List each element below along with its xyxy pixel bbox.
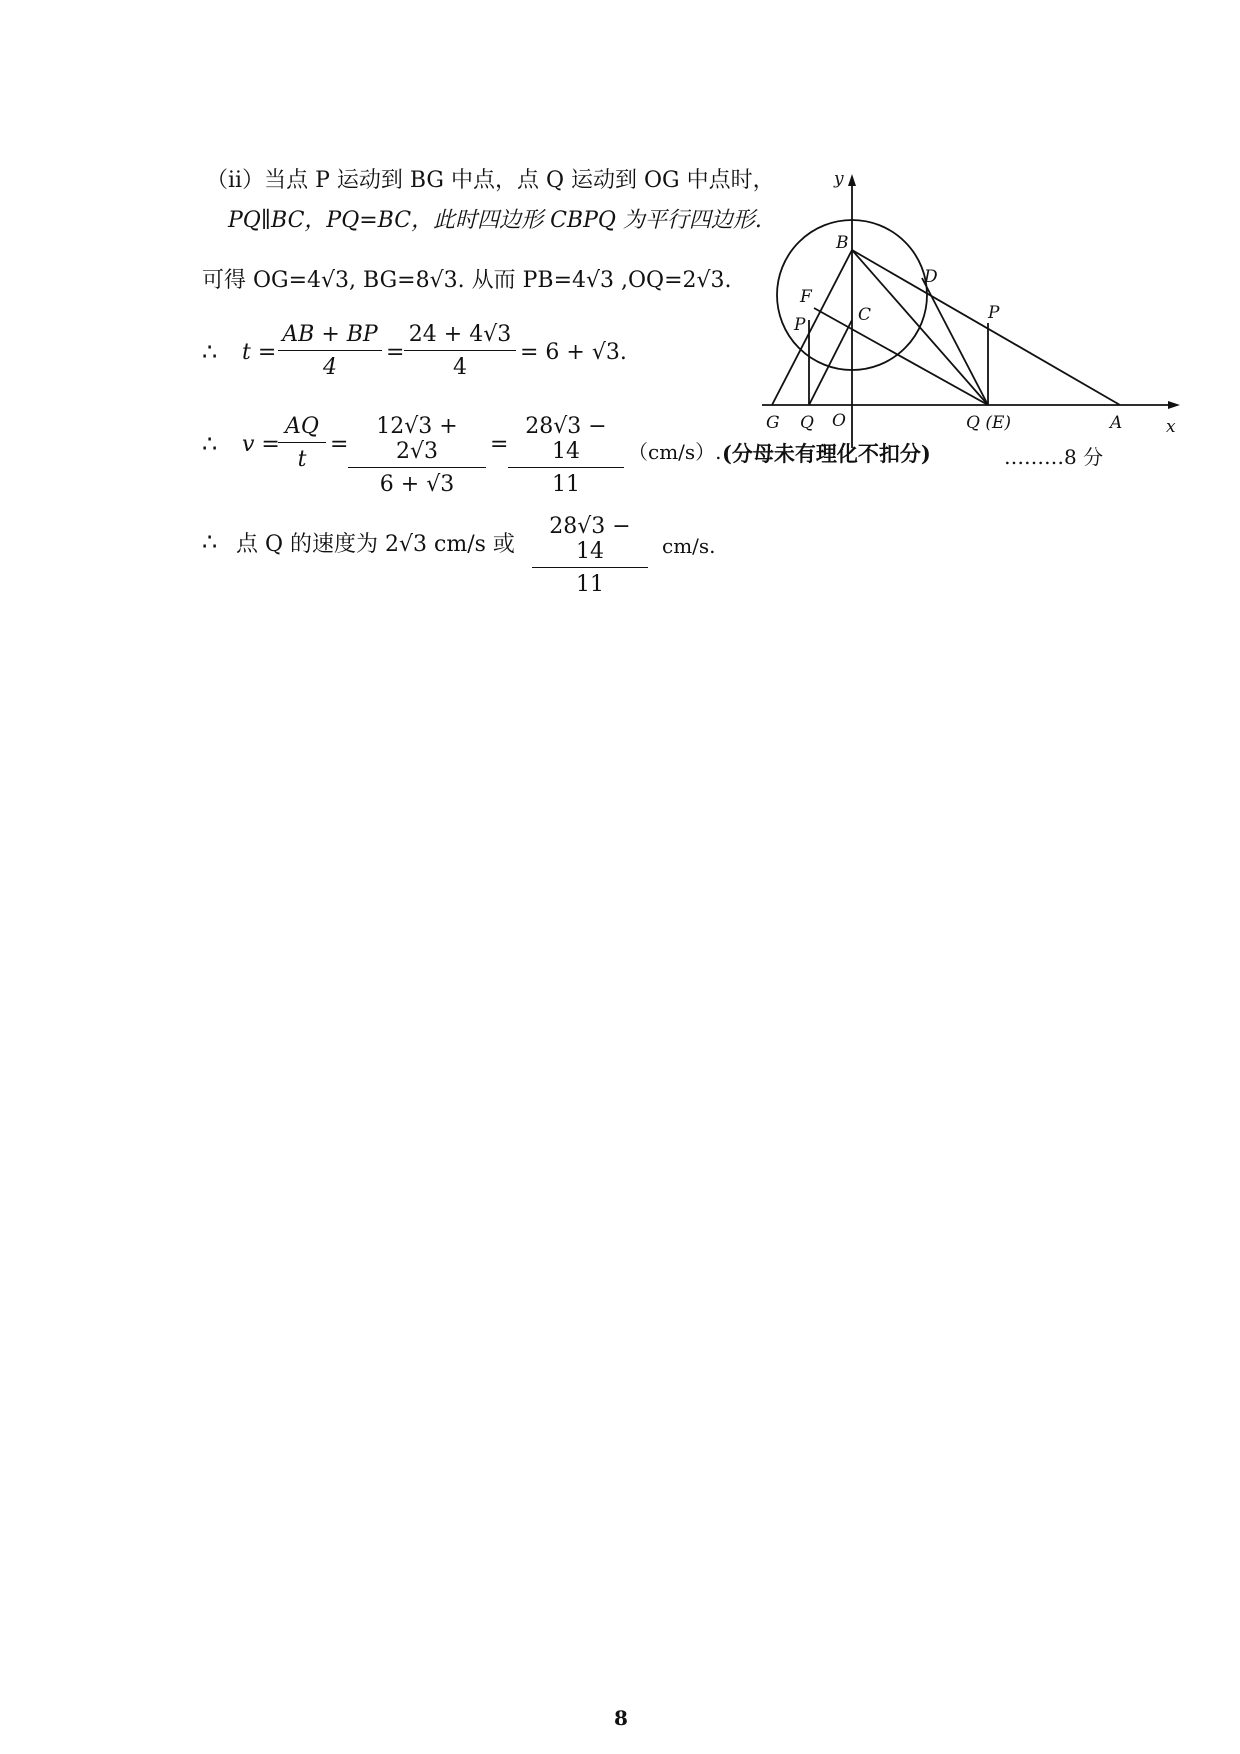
v-fraction-2-denominator: 6 + √3 [379, 472, 455, 497]
conclusion-unit: cm/s. [662, 534, 716, 558]
v-fraction-1-denominator: t [297, 447, 307, 472]
page-number: 8 [614, 1706, 628, 1730]
t-fraction-1-denominator: 4 [323, 355, 337, 380]
v-fraction-1 [278, 414, 326, 472]
label-q-e: Q (E) [966, 413, 1012, 433]
v-fraction-2 [348, 414, 486, 497]
grading-note: (分母未有理化不扣分) [722, 441, 931, 466]
t-lhs: t = [242, 340, 277, 365]
label-g: G [766, 413, 780, 433]
label-d: D [924, 267, 938, 287]
v-fraction-3 [508, 414, 624, 497]
t-result: = 6 + √3. [520, 340, 627, 365]
conclusion-fraction-denominator: 11 [576, 572, 604, 597]
t-fraction-2-denominator: 4 [453, 355, 467, 380]
geometry-figure [742, 170, 1182, 460]
label-p-left: P [794, 315, 806, 335]
conclusion-text: 点 Q 的速度为 2√3 cm/s 或 [236, 532, 515, 557]
score-mark: ………8 分 [1004, 445, 1104, 469]
label-c: C [858, 305, 872, 325]
label-o: O [832, 411, 846, 431]
line-be [852, 250, 988, 405]
conclusion-fraction [532, 514, 648, 597]
v-fraction-3-denominator: 11 [552, 472, 580, 497]
label-x: x [1166, 417, 1176, 437]
label-p-right: P [988, 303, 1000, 323]
v-unit: （cm/s）. [628, 440, 722, 464]
line-qc [809, 320, 852, 405]
equals-sign: = [330, 432, 349, 457]
therefore-symbol: ∴ [202, 430, 218, 458]
label-y: y [834, 170, 844, 189]
solution-line-2: PQ∥BC，PQ=BC，此时四边形 CBPQ 为平行四边形. [228, 208, 762, 233]
equals-sign: = [386, 340, 405, 365]
v-lhs: v = [242, 432, 280, 457]
solution-line-3: 可得 OG=4√3, BG=8√3. 从而 PB=4√3 ,OQ=2√3. [202, 268, 732, 293]
v-fraction-3-numerator: 28√3 − 14 [525, 414, 607, 464]
label-a: A [1110, 413, 1123, 433]
t-fraction-1-numerator: AB + BP [282, 322, 378, 347]
t-fraction-2 [404, 322, 516, 380]
conclusion-fraction-numerator: 28√3 − 14 [549, 514, 631, 564]
v-fraction-2-numerator: 12√3 + 2√3 [376, 414, 458, 464]
t-fraction-2-numerator: 24 + 4√3 [408, 322, 512, 347]
t-fraction-1 [278, 322, 382, 380]
x-axis-arrow [1168, 401, 1180, 409]
therefore-symbol: ∴ [202, 528, 218, 556]
line-ba [852, 250, 1120, 405]
y-axis-arrow [848, 174, 856, 186]
v-fraction-1-numerator: AQ [285, 414, 319, 439]
label-f: F [800, 287, 812, 307]
label-q-left: Q [800, 413, 814, 433]
therefore-symbol: ∴ [202, 338, 218, 366]
equals-sign: = [490, 432, 509, 457]
label-b: B [836, 233, 849, 253]
solution-line-1: （ii）当点 P 运动到 BG 中点，点 Q 运动到 OG 中点时， [206, 168, 775, 193]
